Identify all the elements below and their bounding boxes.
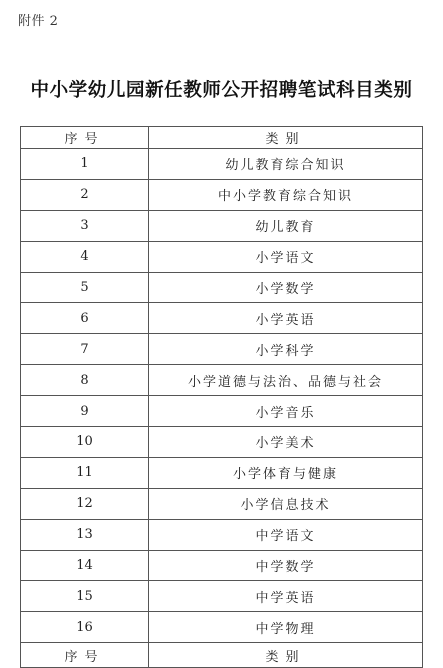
table-row [21, 519, 423, 550]
row-category: 小学音乐 [149, 396, 423, 427]
row-category: 中学语文 [149, 519, 423, 550]
table-row [21, 365, 423, 396]
subject-category-table [20, 126, 423, 668]
table-row [21, 550, 423, 581]
row-category: 小学语文 [149, 241, 423, 272]
row-category: 小学体育与健康 [149, 457, 423, 488]
table-row [21, 210, 423, 241]
footer-category: 类别 [149, 643, 423, 668]
table-row [21, 488, 423, 519]
row-category: 小学美术 [149, 427, 423, 458]
row-category: 中学物理 [149, 612, 423, 643]
table-row [21, 457, 423, 488]
table-row [21, 396, 423, 427]
footer-number: 序号 [21, 643, 149, 668]
row-category: 中学数学 [149, 550, 423, 581]
table-row [21, 303, 423, 334]
row-category: 小学信息技术 [149, 488, 423, 519]
document-title: 中小学幼儿园新任教师公开招聘笔试科目类别 [30, 80, 413, 101]
row-number: 1 [21, 149, 149, 180]
table-row [21, 427, 423, 458]
row-number: 13 [21, 519, 149, 550]
row-number: 8 [21, 365, 149, 396]
row-number: 2 [21, 179, 149, 210]
row-category: 中小学教育综合知识 [149, 179, 423, 210]
table-row [21, 581, 423, 612]
row-category: 幼儿教育 [149, 210, 423, 241]
row-number: 7 [21, 334, 149, 365]
row-category: 中学英语 [149, 581, 423, 612]
table-row [21, 179, 423, 210]
table-row [21, 149, 423, 180]
row-category: 小学道德与法治、品德与社会 [149, 365, 423, 396]
table-header-row [21, 127, 423, 149]
row-number: 11 [21, 457, 149, 488]
table-footer-row [21, 643, 423, 668]
row-number: 16 [21, 612, 149, 643]
row-number: 3 [21, 210, 149, 241]
table-row [21, 272, 423, 303]
table-row [21, 612, 423, 643]
header-number: 序号 [21, 127, 149, 149]
row-category: 幼儿教育综合知识 [149, 149, 423, 180]
row-number: 15 [21, 581, 149, 612]
header-category: 类别 [149, 127, 423, 149]
row-number: 9 [21, 396, 149, 427]
row-category: 小学数学 [149, 272, 423, 303]
row-number: 6 [21, 303, 149, 334]
row-category: 小学英语 [149, 303, 423, 334]
row-number: 14 [21, 550, 149, 581]
table-row [21, 334, 423, 365]
row-number: 4 [21, 241, 149, 272]
row-number: 5 [21, 272, 149, 303]
row-number: 12 [21, 488, 149, 519]
table-row [21, 241, 423, 272]
attachment-label: 附件 2 [18, 14, 59, 29]
row-category: 小学科学 [149, 334, 423, 365]
row-number: 10 [21, 427, 149, 458]
